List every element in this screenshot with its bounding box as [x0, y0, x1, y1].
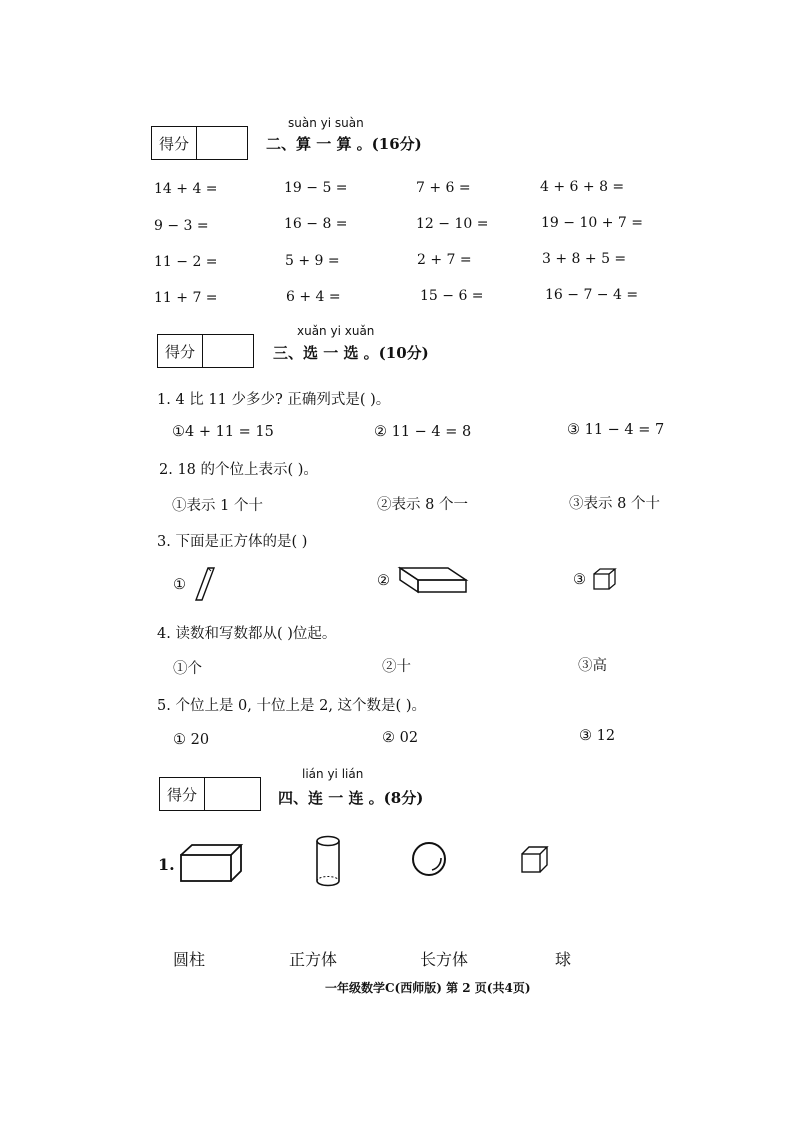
problem: 2 + 7 = [417, 252, 472, 268]
sphere-icon [410, 840, 448, 878]
q1-option-1[interactable]: ①4 + 11 = 15 [172, 424, 274, 440]
q5-option-1[interactable]: ① 20 [173, 732, 210, 748]
problem: 19 − 5 = [284, 180, 348, 196]
label-cylinder[interactable]: 圆柱 [173, 950, 206, 969]
question-4: 4. 读数和写数都从( )位起。 [157, 626, 337, 642]
q4-option-2[interactable]: ②十 [382, 659, 411, 675]
question-5: 5. 个位上是 0, 十位上是 2, 这个数是( )。 [157, 698, 426, 714]
score-blank[interactable] [197, 127, 247, 159]
q4-option-1[interactable]: ①个 [173, 661, 202, 677]
section4-title: 四、连 一 连 。(8分) [278, 789, 424, 807]
small-cube-icon [592, 567, 618, 593]
question-1: 1. 4 比 11 少多少? 正确列式是( )。 [157, 392, 391, 408]
problem: 16 − 7 − 4 = [545, 287, 639, 303]
problem: 16 − 8 = [284, 216, 348, 232]
item-number: 1. [158, 855, 175, 874]
score-blank[interactable] [205, 778, 260, 810]
flat-box-icon [396, 564, 472, 598]
section3-score-box [157, 334, 254, 368]
section2-title: 二、算 一 算 。(16分) [266, 135, 422, 153]
section2-score-box [151, 126, 248, 160]
cube-icon [520, 845, 550, 875]
label-cuboid[interactable]: 长方体 [420, 950, 469, 969]
label-cube[interactable]: 正方体 [289, 950, 338, 969]
cylinder-icon [314, 834, 342, 890]
problem: 14 + 4 = [154, 181, 218, 197]
q2-option-3[interactable]: ③表示 8 个十 [569, 496, 660, 512]
page-footer: 一年级数学C(西师版) 第 2 页(共4页) [325, 981, 531, 995]
q1-option-2[interactable]: ② 11 − 4 = 8 [374, 424, 472, 440]
section4-pinyin: lián yi lián [302, 767, 364, 781]
problem: 12 − 10 = [416, 216, 489, 232]
problem: 11 − 2 = [154, 254, 218, 270]
section4-score-box [159, 777, 261, 811]
problem: 5 + 9 = [285, 253, 340, 269]
label-sphere[interactable]: 球 [555, 950, 572, 969]
problem: 19 − 10 + 7 = [541, 215, 643, 231]
score-label: 得分 [152, 127, 197, 159]
q5-option-3[interactable]: ③ 12 [579, 728, 616, 744]
problem: 3 + 8 + 5 = [542, 251, 627, 267]
score-blank[interactable] [203, 335, 253, 367]
stick-icon [194, 566, 220, 604]
q3-option-3[interactable]: ③ [573, 572, 586, 588]
q2-option-2[interactable]: ②表示 8 个一 [377, 497, 468, 513]
section3-title: 三、选 一 选 。(10分) [273, 344, 429, 362]
q1-option-3[interactable]: ③ 11 − 4 = 7 [567, 422, 665, 438]
q2-option-1[interactable]: ①表示 1 个十 [172, 498, 263, 514]
score-label: 得分 [158, 335, 203, 367]
cuboid-icon [178, 842, 244, 884]
question-3: 3. 下面是正方体的是( ) [157, 534, 308, 550]
section2-pinyin: suàn yi suàn [288, 116, 364, 130]
problem: 11 + 7 = [154, 290, 218, 306]
score-label: 得分 [160, 778, 205, 810]
q5-option-2[interactable]: ② 02 [382, 730, 419, 746]
section3-pinyin: xuǎn yi xuǎn [297, 324, 375, 338]
problem: 15 − 6 = [420, 288, 484, 304]
problem: 6 + 4 = [286, 289, 341, 305]
problem: 4 + 6 + 8 = [540, 179, 625, 195]
problem: 9 − 3 = [154, 218, 209, 234]
q3-option-1[interactable]: ① [173, 577, 186, 593]
q4-option-3[interactable]: ③高 [578, 658, 607, 674]
question-2: 2. 18 的个位上表示( )。 [159, 462, 318, 478]
q3-option-2[interactable]: ② [377, 573, 390, 589]
problem: 7 + 6 = [416, 180, 471, 196]
